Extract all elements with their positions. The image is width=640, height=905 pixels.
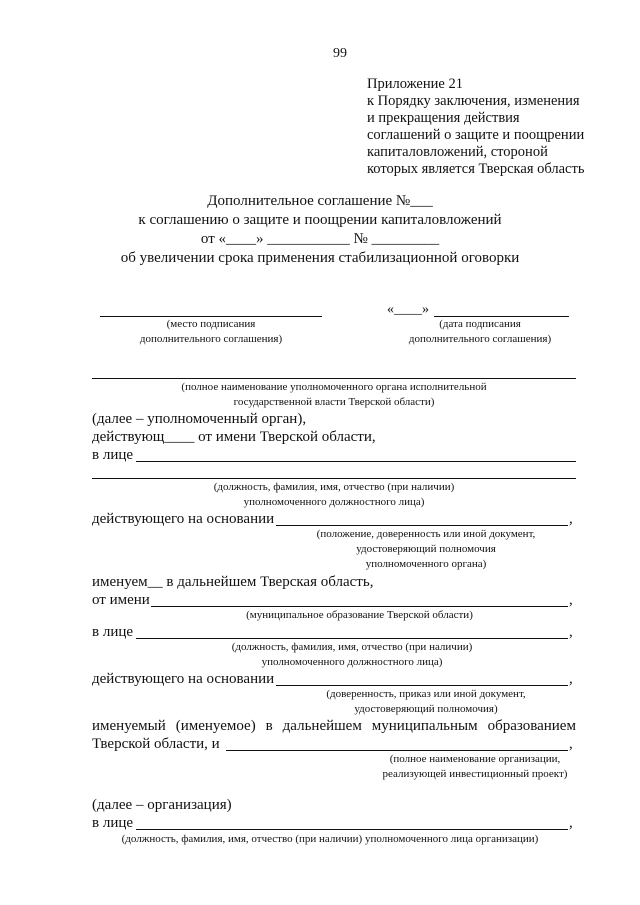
sign-place-line[interactable] [100,316,322,317]
authority-person-label: в лице [92,447,134,463]
title-line-1: Дополнительное соглашение №___ [207,193,433,209]
municipal-caption-1: (полное наименование организации, [389,753,561,765]
authority-basis-line[interactable] [276,525,568,526]
municipal-region-end: , [569,736,573,752]
authority-further: (далее – уполномоченный орган), [92,411,307,427]
region-person-line[interactable] [136,638,568,639]
sign-place-caption-2: дополнительного соглашения) [139,333,283,345]
region-municipal-caption: (муниципальное образование Тверской области) [246,609,473,621]
organization-person-label: в лице [92,815,134,831]
title-line-4: об увеличении срока применения стабилизационной оговорки [120,250,520,266]
municipal-named-line [92,718,576,735]
sign-date-line[interactable] [434,316,569,317]
sign-date-quote: «____» [387,302,429,317]
region-named: именуем__ в дальнейшем Тверская область, [92,574,374,590]
sign-date-caption-1: (дата подписания [439,318,521,330]
region-basis-caption-1: (доверенность, приказ или иной документ, [326,688,526,700]
authority-caption-1: (полное наименование уполномоченного органа исполнительной [181,381,487,393]
authority-person-caption-1: (должность, фамилия, имя, отчество (при наличии) [213,481,455,493]
municipal-word: (именуемое) [175,718,256,734]
municipal-caption-2: реализующей инвестиционный проект) [382,768,568,780]
appendix-line: капиталовложений, стороной [367,144,548,160]
region-basis-caption-2: удостоверяющий полномочия) [354,703,498,715]
region-on-behalf-line[interactable] [151,606,568,607]
appendix-line: соглашений о защите и поощрении [367,127,585,143]
sign-place-caption-1: (место подписания [166,318,256,330]
appendix-line: к Порядку заключения, изменения [367,93,580,109]
appendix-line: которых является Тверская область [367,161,585,177]
authority-acting: действующ____ от имени Тверской области, [92,429,376,445]
municipal-word: в [265,718,273,734]
municipal-org-line[interactable] [226,750,568,751]
authority-person-line-2[interactable] [92,478,576,479]
authority-basis-caption-1: (положение, доверенность или иной документ, [316,528,536,540]
page-number: 99 [333,46,347,61]
municipal-word: муниципальным [371,718,478,734]
organization-person-end: , [569,815,573,831]
sign-date-caption-2: дополнительного соглашения) [408,333,552,345]
appendix-line: Приложение 21 [367,76,463,92]
appendix-line: и прекращения действия [367,110,520,126]
region-basis-line[interactable] [276,685,568,686]
authority-basis-label: действующего на основании [92,511,275,527]
authority-caption-2: государственной власти Тверской области) [233,396,435,408]
authority-name-line[interactable] [92,378,576,379]
authority-person-line-1[interactable] [136,461,576,462]
municipal-region-and: Тверской области, и [92,736,220,752]
authority-person-caption-2: уполномоченного должностного лица) [243,496,425,508]
region-basis-label: действующего на основании [92,671,275,687]
organization-person-line[interactable] [136,829,568,830]
region-basis-end: , [569,671,573,687]
region-on-behalf-end: , [569,592,573,608]
organization-further: (далее – организация) [92,797,232,813]
authority-basis-caption-3: уполномоченного органа) [365,558,487,570]
region-person-caption-1: (должность, фамилия, имя, отчество (при наличии) [231,641,473,653]
authority-basis-caption-2: удостоверяющий полномочия [356,543,496,555]
title-line-3: от «____» ___________ № _________ [200,231,440,247]
region-person-caption-2: уполномоченного должностного лица) [261,656,443,668]
appendix-block [367,76,584,178]
title-line-2: к соглашению о защите и поощрении капиталовложений [138,212,502,228]
municipal-word: дальнейшем [282,718,362,734]
authority-basis-end: , [569,511,573,527]
municipal-word: образованием [487,718,576,734]
region-person-label: в лице [92,624,134,640]
organization-person-caption: (должность, фамилия, имя, отчество (при наличии) уполномоченного лица организации) [121,833,539,845]
region-person-end: , [569,624,573,640]
region-on-behalf-label: от имени [92,592,150,608]
municipal-word: именуемый [92,718,166,734]
